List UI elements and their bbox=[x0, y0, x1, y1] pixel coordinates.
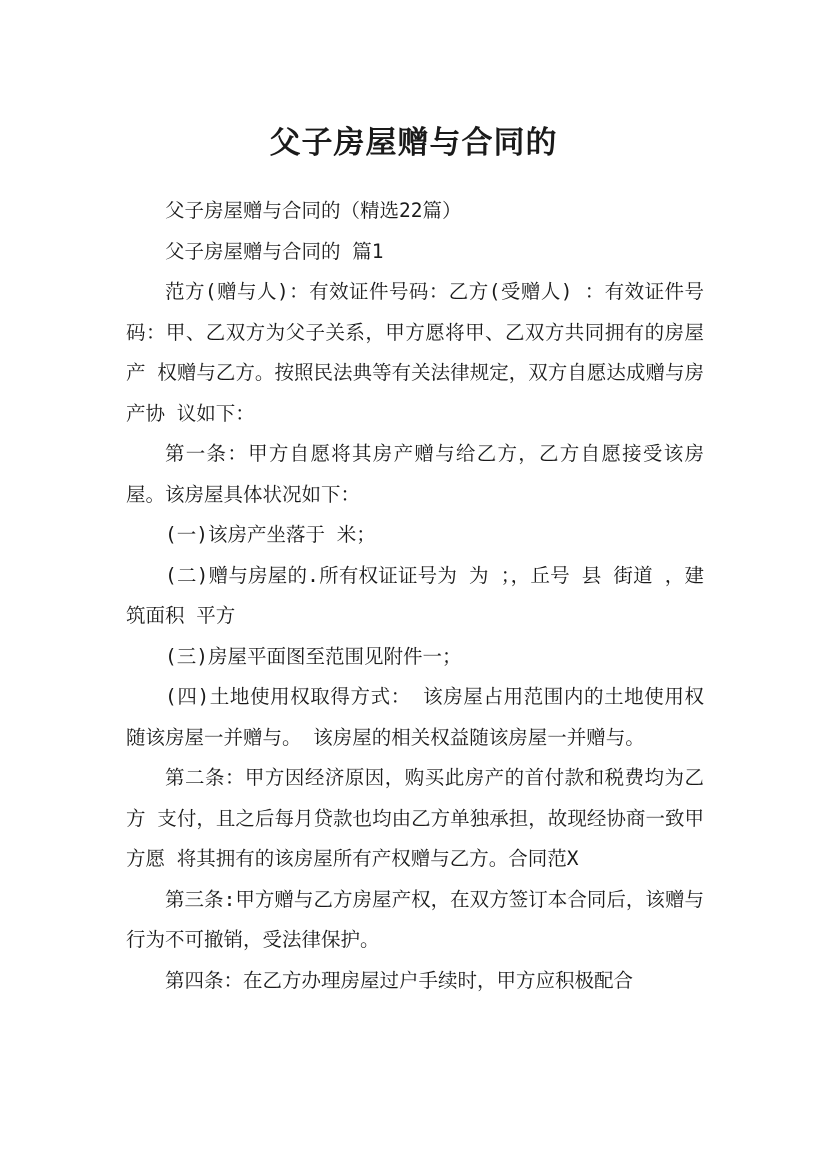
section-heading: 父子房屋赠与合同的 篇1 bbox=[165, 239, 384, 263]
article-1-item-4: (四)土地使用权取得方式： 该房屋占用范围内的土地使用权随该房屋一并赠与。 该房屋的相关权益随该房屋一并赠与。 bbox=[126, 685, 704, 749]
article-1-item-2: (二)赠与房屋的.所有权证证号为 为 ；，丘号 县 街道 ，建筑面积 平方 bbox=[126, 563, 704, 627]
document-title: 父子房屋赠与合同的 bbox=[269, 124, 558, 161]
article-1-paragraph: 第一条：甲方自愿将其房产赠与给乙方，乙方自愿接受该房屋。该房屋具体状况如下： bbox=[126, 442, 704, 506]
article-4-paragraph: 第四条：在乙方办理房屋过户手续时，甲方应积极配合 bbox=[165, 968, 634, 992]
article-3-paragraph: 第三条:甲方赠与乙方房屋产权，在双方签订本合同后，该赠与 行为不可撤销，受法律保护。 bbox=[126, 887, 704, 951]
document-body bbox=[126, 191, 704, 1001]
document-subtitle: 父子房屋赠与合同的（精选22篇） bbox=[165, 199, 462, 222]
article-1-item-3: (三)房屋平面图至范围见附件一； bbox=[165, 644, 462, 668]
article-2-paragraph: 第二条：甲方因经济原因，购买此房产的首付款和税费均为乙方 支付，且之后每月贷款也均由乙方单独承担，故现经协商一致甲方愿 将其拥有的该房屋所有产权赠与乙方。合同范X bbox=[126, 766, 704, 870]
parties-paragraph: 范方(赠与人)：有效证件号码：乙方(受赠人) ：有效证件号码：甲、乙双方为父子关系，甲方愿将甲、乙双方共同拥有的房屋产 权赠与乙方。按照民法典等有关法律规定，双方自愿达成赠与房产协 议如下： bbox=[126, 280, 704, 425]
article-1-item-1: (一)该房产坐落于 米； bbox=[165, 523, 376, 546]
